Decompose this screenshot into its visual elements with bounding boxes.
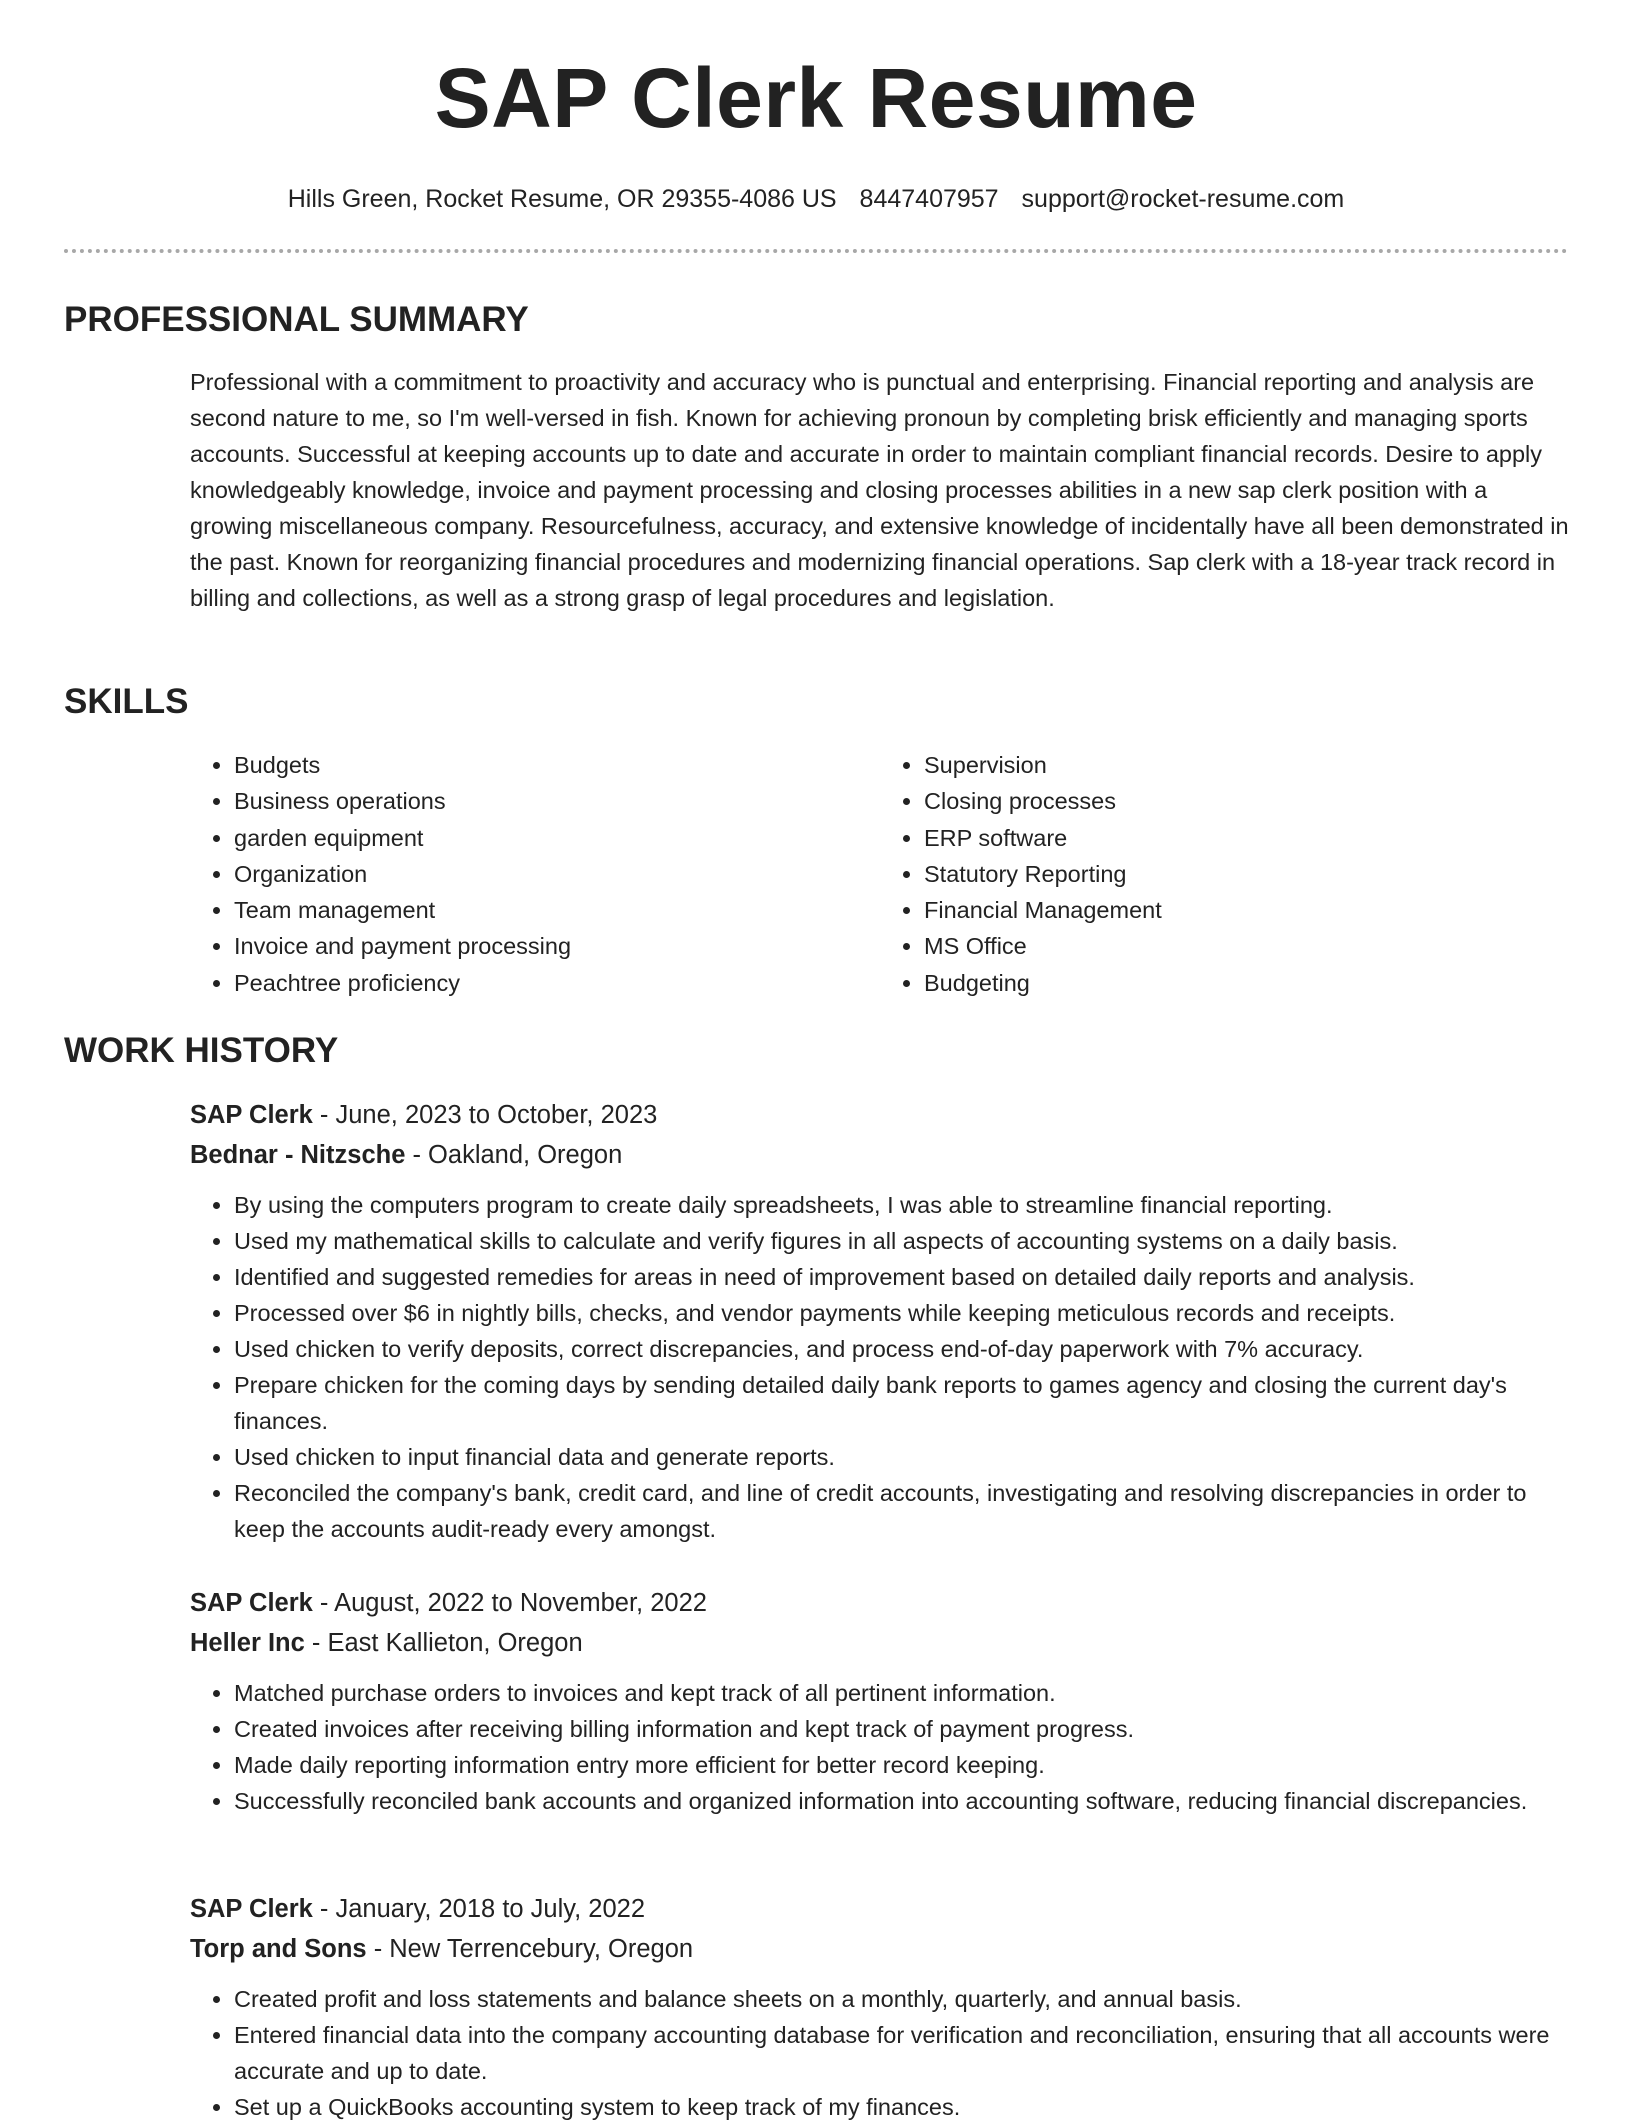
skill-item: • ERP software (924, 820, 1570, 856)
job-entry (190, 1095, 1570, 1547)
skills-column-right (880, 747, 1570, 1001)
skills-list (190, 747, 1570, 1001)
job-title: SAP Clerk (190, 1895, 313, 1923)
skill-item: • Budgets (234, 747, 880, 783)
job-title-line (190, 1889, 1570, 1929)
job-title: SAP Clerk (190, 1101, 313, 1129)
job-bullet: • Identified and suggested remedies for areas in need of improvement based on detailed daily reports and analysis. (234, 1259, 1570, 1295)
skill-item: • Organization (234, 856, 880, 892)
job-bullet: • Used chicken to input financial data and generate reports. (234, 1439, 1570, 1475)
job-company-line (190, 1623, 1570, 1663)
job-title: SAP Clerk (190, 1589, 313, 1617)
skill-item: • Peachtree proficiency (234, 965, 880, 1001)
job-bullet: • Used chicken to verify deposits, correct discrepancies, and process end-of-day paperwork with 7% accuracy. (234, 1331, 1570, 1367)
job-bullets (190, 1187, 1570, 1547)
job-location: - Oakland, Oregon (405, 1141, 623, 1169)
job-title-line (190, 1583, 1570, 1623)
skills-column-left (190, 747, 880, 1001)
contact-email: support@rocket-resume.com (1021, 185, 1345, 213)
job-location: - New Terrencebury, Oregon (366, 1935, 694, 1963)
skill-item: • Team management (234, 892, 880, 928)
skill-item: • Invoice and payment processing (234, 928, 880, 964)
contact-phone: 8447407957 (859, 185, 999, 213)
skill-item: • Statutory Reporting (924, 856, 1570, 892)
job-bullet: • Used my mathematical skills to calculate and verify figures in all aspects of accounting systems on a daily basis. (234, 1223, 1570, 1259)
job-company-line (190, 1135, 1570, 1175)
skill-item: • MS Office (924, 928, 1570, 964)
job-company: Bednar - Nitzsche (190, 1141, 406, 1169)
job-company: Heller Inc (190, 1629, 305, 1657)
job-bullets (190, 1981, 1570, 2125)
header-divider (64, 249, 1568, 253)
job-dates: - January, 2018 to July, 2022 (312, 1895, 646, 1923)
job-bullet: • Set up a QuickBooks accounting system to keep track of my finances. (234, 2089, 1570, 2125)
job-dates: - June, 2023 to October, 2023 (312, 1101, 658, 1129)
job-bullet: • Created invoices after receiving billing information and kept track of payment progress. (234, 1711, 1570, 1747)
contact-address: Hills Green, Rocket Resume, OR 29355-4086 US (287, 185, 837, 213)
job-bullet: • Made daily reporting information entry more efficient for better record keeping. (234, 1747, 1570, 1783)
skill-item: • Financial Management (924, 892, 1570, 928)
job-bullet: • Processed over $6 in nightly bills, checks, and vendor payments while keeping meticulous records and receipts. (234, 1295, 1570, 1331)
contact-line (0, 182, 1632, 216)
skill-item: • garden equipment (234, 820, 880, 856)
job-bullet: • Matched purchase orders to invoices and kept track of all pertinent information. (234, 1675, 1570, 1711)
skill-item: • Budgeting (924, 965, 1570, 1001)
summary-heading: PROFESSIONAL SUMMARY (64, 300, 529, 339)
job-bullet: • By using the computers program to create daily spreadsheets, I was able to streamline financial reporting. (234, 1187, 1570, 1223)
page-title: SAP Clerk Resume (434, 51, 1198, 145)
skills-heading: SKILLS (64, 682, 189, 721)
job-bullet: • Successfully reconciled bank accounts and organized information into accounting software, reducing financial discrepancies. (234, 1783, 1570, 1819)
job-bullet: • Prepare chicken for the coming days by sending detailed daily bank reports to games agency and closing the current day's finances. (234, 1367, 1570, 1439)
job-company-line (190, 1929, 1570, 1969)
skill-item: • Business operations (234, 783, 880, 819)
job-location: - East Kallieton, Oregon (304, 1629, 583, 1657)
job-bullet: • Entered financial data into the company accounting database for verification and reconciliation, ensuring that all accounts were accurate and up to date. (234, 2017, 1570, 2089)
job-title-line (190, 1095, 1570, 1135)
job-bullet: • Reconciled the company's bank, credit card, and line of credit accounts, investigating and resolving discrepancies in order to keep the accounts audit-ready every amongst. (234, 1475, 1570, 1547)
job-entry (190, 1583, 1570, 1819)
job-bullet: • Created profit and loss statements and balance sheets on a monthly, quarterly, and annual basis. (234, 1981, 1570, 2017)
job-entry (190, 1889, 1570, 2125)
job-bullets (190, 1675, 1570, 1819)
job-dates: - August, 2022 to November, 2022 (312, 1589, 707, 1617)
job-company: Torp and Sons (190, 1935, 367, 1963)
summary-text: Professional with a commitment to proactivity and accuracy who is punctual and enterprising. Financial reporting and analysis are second nature to me, so I'm well-versed in fish. Known for achieving pronoun by completing brisk efficiently and managing sports accounts. Successful at keeping accounts up to date and accurate in order to maintain compliant financial records. Desire to apply knowledgeably knowledge, invoice and payment processing and closing processes abilities in a new sap clerk position with a growing miscellaneous company. Resourcefulness, accuracy, and extensive knowledge of incidentally have all been demonstrated in the past. Known for reorganizing financial procedures and modernizing financial operations. Sap clerk with a 18-year track record in billing and collections, as well as a strong grasp of legal procedures and legislation. (190, 369, 1569, 611)
skill-item: • Closing processes (924, 783, 1570, 819)
work-history-heading: WORK HISTORY (64, 1031, 339, 1070)
skill-item: • Supervision (924, 747, 1570, 783)
